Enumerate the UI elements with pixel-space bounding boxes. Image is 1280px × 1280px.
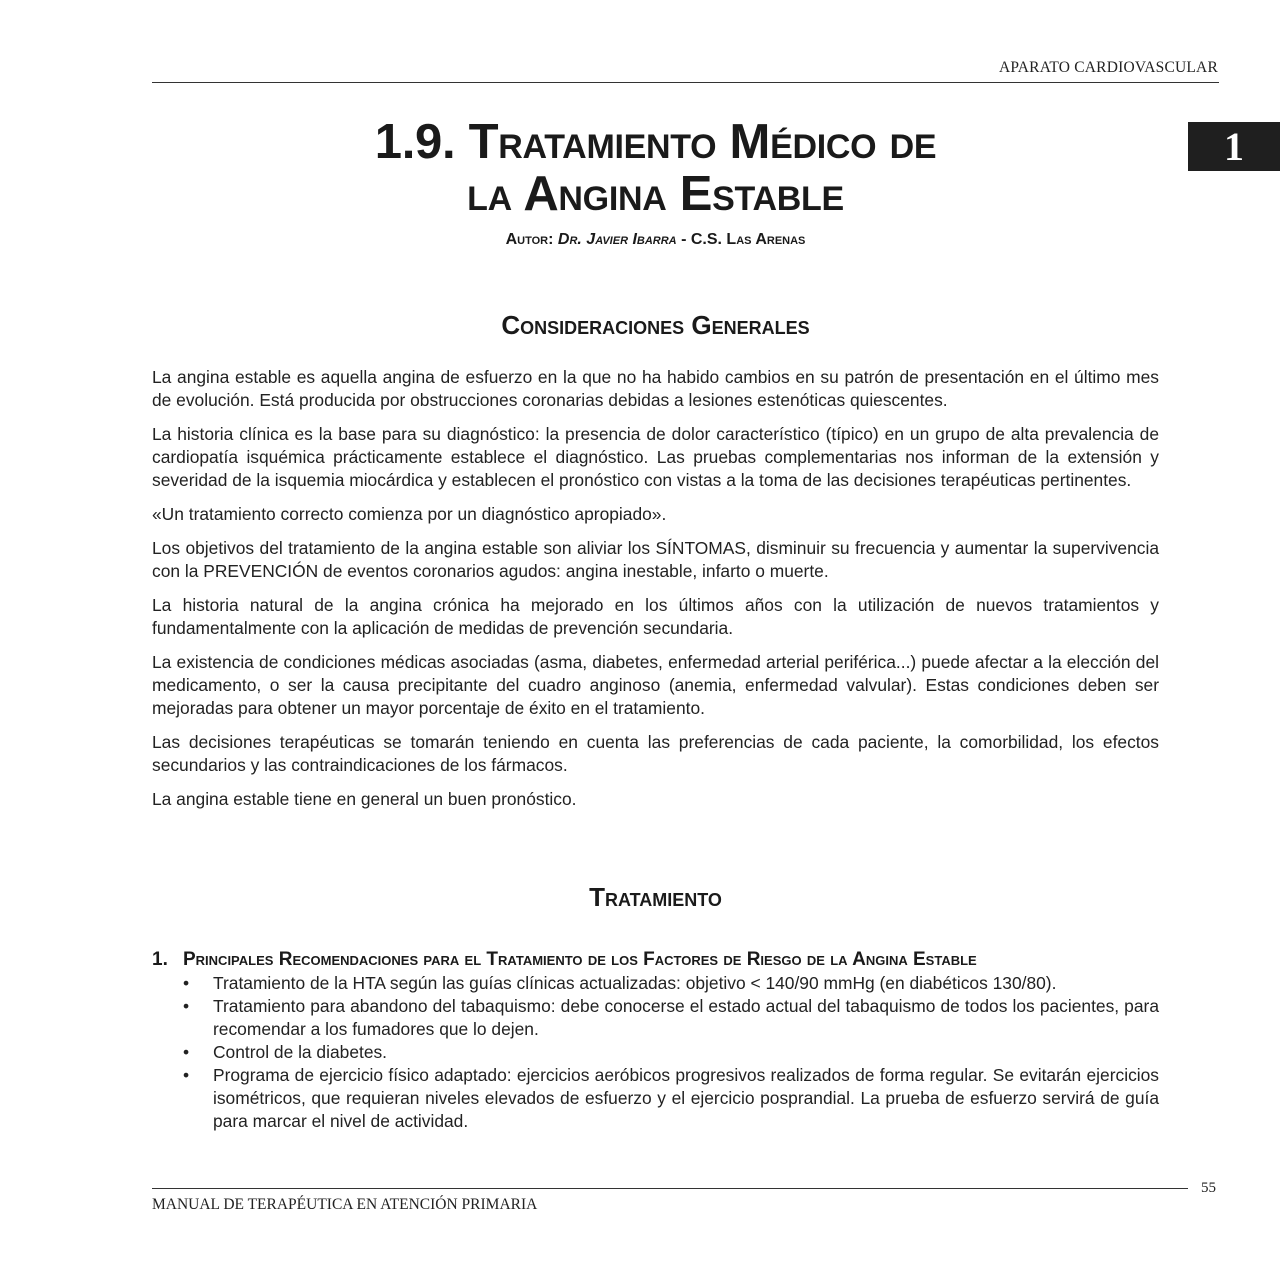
- list-item-text: Tratamiento de la HTA según las guías clínicas actualizadas: objetivo < 140/90 mmHg (en diabéticos 130/80).: [213, 973, 1057, 993]
- list-item: [183, 1041, 1159, 1064]
- recommendations-list: [183, 972, 1159, 1133]
- general-considerations-body: [152, 366, 1159, 822]
- title-line-1: 1.9. Tratamiento Médico de: [374, 115, 937, 169]
- list-item: [183, 1064, 1159, 1133]
- bullet: •: [183, 973, 190, 993]
- paragraph: La existencia de condiciones médicas asociadas (asma, diabetes, enfermedad arterial periférica...) puede afectar a la elección del medicamento, o ser la causa precipitante del cuadro anginoso (anemia, enfermedad valvular). Estas condiciones deben ser mejoradas para obtener un mayor porcentaje de éxito en el tratamiento.: [152, 652, 1159, 718]
- paragraph: La angina estable es aquella angina de esfuerzo en la que no ha habido cambios en su patrón de presentación en el último mes de evolución. Está producida por obstrucciones coronarias debidas a lesiones estenóticas quiescentes.: [152, 367, 1159, 410]
- recommendations-section: [152, 948, 1159, 1133]
- list-item-text: Control de la diabetes.: [213, 1042, 388, 1062]
- bullet: •: [183, 1042, 190, 1062]
- running-head: APARATO CARDIOVASCULAR: [998, 59, 1218, 76]
- recommendations-heading-text: Principales Recomendaciones para el Tratamiento de los Factores de Riesgo de la Angina Estable: [183, 949, 977, 970]
- bullet: •: [183, 1065, 190, 1085]
- footer-book-title: MANUAL DE TERAPÉUTICA EN ATENCIÓN PRIMARIA: [152, 1196, 538, 1213]
- paragraph: La angina estable tiene en general un buen pronóstico.: [152, 789, 577, 809]
- author-label: Autor:: [505, 231, 554, 248]
- list-item: [183, 972, 1159, 995]
- page-title: [152, 116, 1159, 220]
- author-affiliation: C.S. Las Arenas: [690, 231, 806, 248]
- list-item-text: Programa de ejercicio físico adaptado: ejercicios aeróbicos progresivos realizados de forma regular. Se evitarán ejercicios isométricos, que requieran niveles elevados de esfuerzo y el ejercicio posprandial. La prueba de esfuerzo servirá de guía para marcar el nivel de actividad.: [213, 1065, 1159, 1131]
- page-number: 55: [1201, 1180, 1216, 1196]
- section-title-general: Consideraciones Generales: [501, 310, 810, 340]
- paragraph: La historia natural de la angina crónica ha mejorado en los últimos años con la utilización de nuevos tratamientos y fundamentalmente con la aplicación de medidas de prevención secundaria.: [152, 595, 1159, 638]
- chapter-tab: 1: [1188, 122, 1280, 171]
- paragraph: Las decisiones terapéuticas se tomarán teniendo en cuenta las preferencias de cada paciente, la comorbilidad, los efectos secundarios y las contraindicaciones de los fármacos.: [152, 732, 1159, 775]
- bullet: •: [183, 996, 190, 1016]
- section-title-treatment: Tratamiento: [589, 882, 722, 912]
- bottom-rule: [152, 1188, 1188, 1189]
- paragraph: Los objetivos del tratamiento de la angina estable son aliviar los SÍNTOMAS, disminuir su frecuencia y aumentar la supervivencia con la PREVENCIÓN de eventos coronarios agudos: angina inestable, infarto o muerte.: [152, 538, 1159, 581]
- recommendations-number: 1.: [152, 949, 168, 970]
- list-item-text: Tratamiento para abandono del tabaquismo: debe conocerse el estado actual del tabaquismo de todos los pacientes, para recomendar a los fumadores que lo dejen.: [213, 996, 1159, 1039]
- paragraph: «Un tratamiento correcto comienza por un diagnóstico apropiado».: [152, 504, 667, 524]
- author-name: Dr. Javier Ibarra: [557, 231, 677, 248]
- list-item: [183, 995, 1159, 1041]
- author-line: [152, 231, 1159, 249]
- paragraph: La historia clínica es la base para su diagnóstico: la presencia de dolor característico (típico) en un grupo de alta prevalencia de cardiopatía isquémica prácticamente establece el diagnóstico. Las pruebas complementarias nos informan de la extensión y severidad de la isquemia miocárdica y establecen el pronóstico con vistas a la toma de las decisiones terapéuticas pertinentes.: [152, 424, 1159, 490]
- recommendations-heading: [152, 948, 1159, 971]
- author-separator: -: [681, 231, 687, 248]
- top-rule: [152, 82, 1219, 83]
- title-line-2: la Angina Estable: [467, 167, 844, 221]
